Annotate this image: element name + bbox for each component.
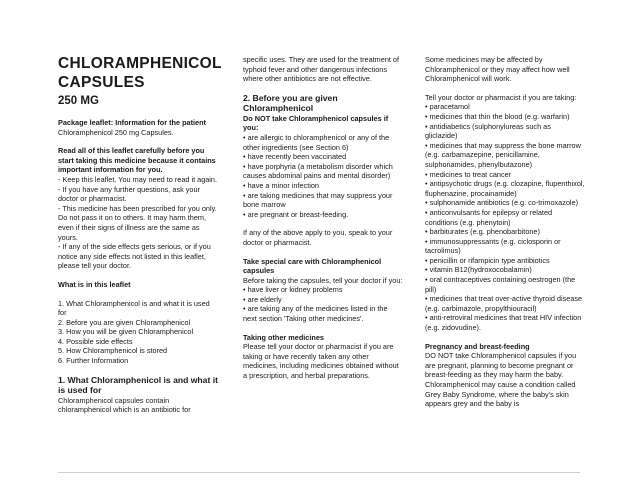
- other-medicines-block: [243, 333, 403, 381]
- contents-heading-block: [58, 280, 218, 290]
- list-item: • sulphonamide antibiotics (e.g. co-trimoxazole): [425, 198, 579, 208]
- contents-list: [58, 299, 218, 366]
- list-item: • are allergic to chloramphenicol or any of the other ingredients (see Section 6): [243, 132, 390, 152]
- section-1-continued-text: specific uses. They are used for the treatment of typhoid fever and other dangerous infections where other antibiotics are not effective.: [243, 55, 400, 84]
- list-item: • are taking medicines that may suppress your bone marrow: [243, 190, 393, 210]
- list-item: • anticonvulsants for epilepsy or related conditions (e.g. phenytoin): [425, 207, 553, 227]
- any-apply-block: [243, 228, 403, 247]
- section-1-text: Chloramphenicol capsules contain chloramphenicol which is an antibiotic for: [58, 395, 191, 415]
- list-item: • have recently been vaccinated: [243, 152, 347, 162]
- list-item: • vitamin B12(hydroxocobalamin): [425, 265, 532, 275]
- pregnancy-block: [425, 342, 585, 409]
- list-item: • have a minor infection: [243, 180, 319, 190]
- list-item: 2. Before you are given Chloramphenicol: [58, 317, 191, 327]
- list-item: • medicines to treat cancer: [425, 169, 512, 179]
- affect-block: [425, 55, 585, 84]
- pregnancy-text: DO NOT take Chloramphenicol capsules if you are pregnant, planning to become pregnant or breast-feeding as they may harm the baby.: [425, 351, 577, 380]
- list-item: 3. How you will be given Chloramphenicol: [58, 327, 194, 337]
- list-item: • are elderly: [243, 294, 282, 304]
- tell-doctor-block: [425, 93, 585, 333]
- section-1-continued: [243, 55, 403, 84]
- list-item: - This medicine has been prescribed for you only. Do not pass it on to others. It may harm them, even if their signs of illness are the same as yours.: [58, 203, 217, 242]
- list-item: - Keep this leaflet. You may need to read it again.: [58, 174, 218, 184]
- list-item: • are taking any of the medicines listed in the next section 'Taking other medicines'.: [243, 304, 388, 324]
- contents-heading: What is in this leaflet: [58, 279, 131, 289]
- bottom-divider: [58, 472, 580, 473]
- other-medicines-heading: Taking other medicines: [243, 332, 324, 342]
- list-item: • paracetamol: [425, 102, 470, 112]
- list-item: • oral contraceptives containing oestrogen (the pill): [425, 275, 576, 294]
- list-item: • are pregnant or breast-feeding.: [243, 209, 349, 219]
- list-item: 6. Further Information: [58, 356, 129, 366]
- special-care-heading: Take special care with Chloramphenicol capsules: [243, 256, 382, 276]
- pregnancy-text-2: Chloramphenicol may cause a condition called Grey Baby Syndrome, where the baby's skin appears grey and the baby is: [425, 380, 576, 409]
- list-item: • barbiturates (e.g. phenobarbitone): [425, 227, 540, 237]
- list-item: - If any of the side effects gets serious, or if you notice any side effects not listed in this leaflet, please tell your doctor.: [58, 242, 211, 271]
- list-item: • anti-retroviral medicines that treat HIV infection (e.g. zidovudine).: [425, 313, 582, 333]
- section-1-heading: 1. What Chloramphenicol is and what it is used for: [58, 374, 218, 396]
- read-carefully-block: [58, 146, 218, 271]
- leaflet-heading: Package leaflet: Information for the patient: [58, 118, 206, 127]
- list-item: • antipsychotic drugs (e.g. clozapine, flupenthixol, fluphenazine, procainamide): [425, 179, 585, 198]
- any-apply-text: If any of the above apply to you, speak to your doctor or pharmacist.: [243, 228, 393, 247]
- leaflet-column-1: [58, 55, 222, 424]
- list-item: - If you have any further questions, ask your doctor or pharmacist.: [58, 184, 200, 204]
- pregnancy-heading: Pregnancy and breast-feeding: [425, 341, 530, 351]
- leaflet-subtitle: Chloramphenicol 250 mg Capsules.: [58, 127, 174, 137]
- list-item: • have porphyria (a metabolism disorder which causes abdominal pains and mental disorder): [243, 161, 393, 181]
- section-1: [58, 375, 218, 415]
- read-carefully-heading: Read all of this leaflet carefully before you start taking this medicine because it contains important information for you.: [58, 146, 216, 175]
- page-title: CHLORAMPHENICOL CAPSULES: [58, 55, 222, 91]
- list-item: • medicines that treat over-active thyroid disease (e.g. carbimazole, propylthiouracil): [425, 294, 583, 313]
- leaflet-column-2: [243, 55, 403, 390]
- list-item: 5. How Chloramphenicol is stored: [58, 346, 168, 356]
- list-item: • penicillin or rifampicin type antibiotics: [425, 255, 550, 265]
- strength-label: 250 MG: [58, 95, 99, 107]
- section-2: [243, 93, 403, 220]
- other-medicines-text: Please tell your doctor or pharmacist if you are taking or have recently taken any other medicines, including medicines obtained without a prescription, and herbal preparations.: [243, 342, 399, 381]
- special-care-block: [243, 257, 403, 324]
- do-not-take-heading: Do NOT take Chloramphenicol capsules if you:: [243, 113, 389, 133]
- special-care-intro: Before taking the capsules, tell your doctor if you:: [243, 275, 403, 285]
- tell-doctor-intro: Tell your doctor or pharmacist if you are taking:: [425, 92, 577, 102]
- list-item: 1. What Chloramphenicol is and what it is used for: [58, 298, 210, 318]
- leaflet-intro: [58, 118, 218, 137]
- list-item: • medicines that may suppress the bone marrow (e.g. carbamazepine, penicillamine, sulphonamides, phenylbutazone): [425, 140, 581, 169]
- list-item: • have liver or kidney problems: [243, 285, 343, 295]
- list-item: • antidiabetics (sulphonylureas such as gliclazide): [425, 121, 551, 141]
- list-item: 4. Possible side effects: [58, 336, 133, 346]
- affect-text: Some medicines may be affected by Chloramphenicol or they may affect how well Chloramphenicol will work.: [425, 55, 570, 84]
- list-item: • immunosuppressants (e.g. ciclosporin or tacrolimus): [425, 236, 561, 256]
- section-2-heading: 2. Before you are given Chloramphenicol: [243, 92, 338, 114]
- list-item: • medicines that thin the blood (e.g. warfarin): [425, 111, 570, 121]
- leaflet-column-3: [425, 55, 585, 418]
